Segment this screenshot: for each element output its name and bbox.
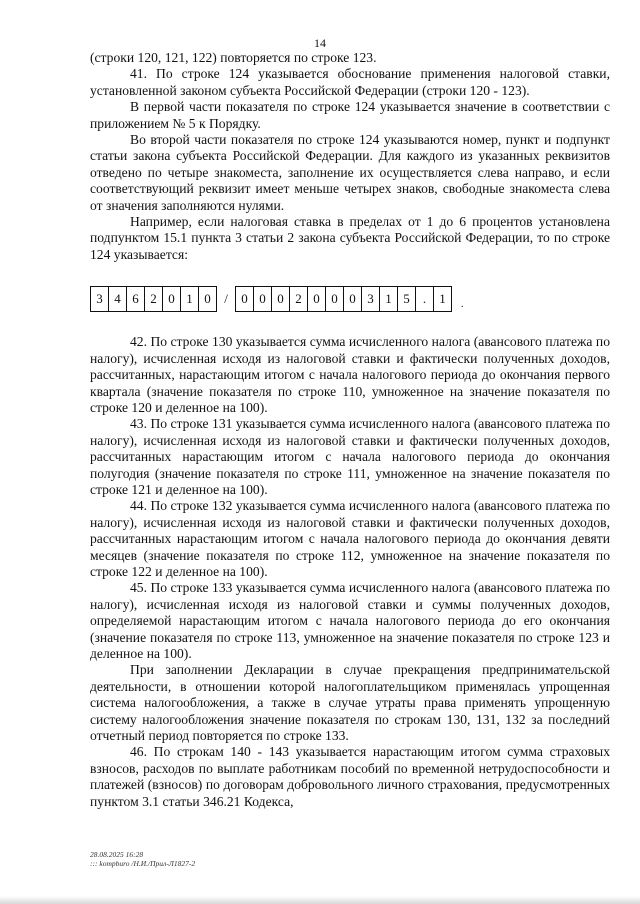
code-cell: 0 <box>325 286 344 312</box>
trailing-mark: . <box>461 299 464 311</box>
code-cell: 0 <box>162 286 181 312</box>
code-cell: 0 <box>307 286 326 312</box>
document-body <box>90 50 610 810</box>
paragraph: 42. По строке 130 указывается сумма исчисленного налога (авансового платежа по налогу), исчисленная исходя из налоговой ставки и фактически полученных доходов, рассчитанных, нарастающим итогом с начала налогового периода до окончания первого квартала (значение показателя по строке 110, умноженное на значение показателя по строке 120 и деленное на 100). <box>90 334 610 415</box>
code-cell: 1 <box>180 286 199 312</box>
code-cell: 6 <box>126 286 145 312</box>
paragraph: В первой части показателя по строке 124 указывается значение в соответствии с приложением № 5 к Порядку. <box>90 99 610 131</box>
paragraph: 43. По строке 131 указывается сумма исчисленного налога (авансового платежа по налогу), исчисленная исходя из налоговой ставки и фактически полученных доходов, рассчитанных нарастающим итогом с начала налогового периода до окончания полугодия (значение показателя по строке 111, умноженное на значение показателя по строке 121 и деленное на 100). <box>90 416 610 497</box>
code-cell: 5 <box>397 286 416 312</box>
code-cell: 2 <box>289 286 308 312</box>
paragraph: При заполнении Декларации в случае прекращения предпринимательской деятельности, в отношении которой налогоплательщиком применялась упрощенная система налогообложения, а также в случае утраты права применять упрощенную систему налогообложения значение показателя по строкам 130, 131, 132 за последний отчетный период повторяется по строке 133. <box>90 662 610 744</box>
code-cell: 0 <box>253 286 272 312</box>
scan-edge <box>0 896 640 904</box>
code-cell: . <box>415 286 434 312</box>
code-cell: 4 <box>108 286 127 312</box>
footer-timestamp: 28.08.2025 16:28 <box>90 850 144 859</box>
paragraph: Например, если налоговая ставка в пределах от 1 до 6 процентов установлена подпунктом 15.1 пункта 3 статьи 2 закона субъекта Российской Федерации, то по строке 124 указывается: <box>90 214 610 262</box>
paragraph: 41. По строке 124 указывается обоснование применения налоговой ставки, установленной законом субъекта Российской Федерации (строки 120 - 123). <box>90 66 610 98</box>
code-cell: 0 <box>343 286 362 312</box>
code-cell: 2 <box>144 286 163 312</box>
page-number: 14 <box>314 36 326 50</box>
paragraph: 44. По строке 132 указывается сумма исчисленного налога (авансового платежа по налогу), исчисленная исходя из налоговой ставки и фактически полученных доходов, рассчитанных нарастающим итогом с начала налогового периода до окончания девяти месяцев (значение показателя по строке 112, умноженное на значение показателя по строке 122 и деленное на 100). <box>90 498 610 579</box>
code-cell: 0 <box>271 286 290 312</box>
paragraph: 46. По строкам 140 - 143 указывается нарастающим итогом сумма страховых взносов, расходов по выплате работникам пособий по временной нетрудоспособности и платежей (взносов) по договорам добровольного личного страхования, предусмотренных пунктом 3.1 статьи 346.21 Кодекса, <box>90 744 610 809</box>
code-example-boxes <box>90 287 610 311</box>
paragraph: (строки 120, 121, 122) повторяется по строке 123. <box>90 50 377 65</box>
code-cell: 0 <box>198 286 217 312</box>
code-cell: 0 <box>235 286 254 312</box>
code-cell: 1 <box>433 286 452 312</box>
footer-file-reference: ::: kompburo /Н.И./Прил-Л1827-2 <box>90 859 196 868</box>
code-cell: 1 <box>379 286 398 312</box>
code-separator: / <box>224 291 228 307</box>
code-cell: 3 <box>90 286 109 312</box>
code-cell: 3 <box>361 286 380 312</box>
paragraph: Во второй части показателя по строке 124 указываются номер, пункт и подпункт статьи закона субъекта Российской Федерации. Для каждого из указанных реквизитов отведено по четыре знакоместа, заполнение их осуществляется слева направо, и если соответствующий реквизит имеет меньше четырех знаков, свободные знакоместа слева от значения заполняются нулями. <box>90 132 610 213</box>
footer-stamp <box>90 850 195 868</box>
paragraph: 45. По строке 133 указывается сумма исчисленного налога (авансового платежа по налогу), исчисленная исходя из налоговой ставки и суммы полученных доходов, определяемой нарастающим итогом с начала налогового периода до его окончания (значение показателя по строке 113, умноженное на значение показателя по строке 123 и деленное на 100). <box>90 580 610 661</box>
